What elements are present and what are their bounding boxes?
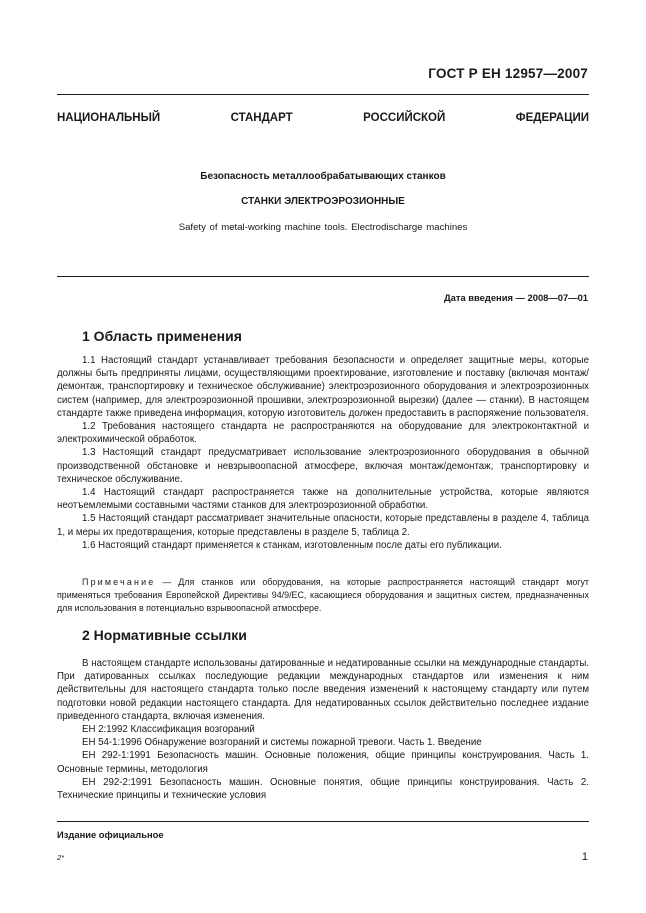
- top-rule: [57, 94, 589, 95]
- reference-item: ЕН 54-1:1996 Обнаружение возгораний и системы пожарной тревоги. Часть 1. Введение: [82, 737, 482, 749]
- reference-item: ЕН 292-1:1991 Безопасность машин. Основные положения, общие принципы конструирования. Часть 1. Основные термины, методология: [57, 750, 589, 775]
- official-edition-label: Издание официальное: [57, 829, 164, 840]
- section-1-note: [57, 576, 589, 616]
- note-text: — Для станков или оборудования, на которые распространяется настоящий стандарт могут применяться требования Европейской Директивы 94/9/ЕС, касающиеся оборудования и защитных систем, предназначенных для использования в потенциально взрывоопасной атмосфере.: [57, 577, 589, 614]
- paragraph-1-1: 1.1 Настоящий стандарт устанавливает требования безопасности и определяет защитные меры, которые должны быть предприняты лицами, осуществляющими проектирование, изготовление и поставку (включая монтаж/демонтаж, транспортировку и техническое обслуживание) электроэрозионного оборудования и электроэрозионных систем (например, для электроэрозионной прошивки, электроэрозионной вырезки) (далее — станки). В настоящем стандарте также приведена информация, которую изготовитель должен предоставить в распоряжение пользователя.: [57, 355, 589, 419]
- title-rule: [57, 276, 589, 277]
- paragraph-1-2: 1.2 Требования настоящего стандарта не распространяются на оборудование для электроконтактной и электрохимической обработок.: [57, 421, 589, 446]
- footer-rule: [57, 821, 589, 822]
- section-1-body: [57, 354, 589, 552]
- introduction-date: Дата введения — 2008—07—01: [443, 292, 588, 303]
- signature-mark: 2*: [57, 853, 65, 862]
- paragraph-1-3: 1.3 Настоящий стандарт предусматривает использование электроэрозионного оборудования в обычной производственной обстановке и невзрывоопасной атмосфере, включая монтаж/демонтаж, транспортировку и техническое обслуживание.: [57, 447, 589, 485]
- title-line-2: СТАНКИ ЭЛЕКТРОЭРОЗИОННЫЕ: [241, 196, 405, 207]
- note-label: Примечание: [82, 577, 156, 587]
- banner-word-2: СТАНДАРТ: [230, 112, 293, 124]
- section-1-heading: 1 Область применения: [82, 328, 242, 344]
- document-code: ГОСТ Р ЕН 12957—2007: [428, 66, 588, 81]
- banner-word-3: РОССИЙСКОЙ: [363, 112, 446, 124]
- national-standard-banner: [57, 112, 589, 124]
- section-2-body: [57, 657, 589, 802]
- title-line-1: Безопасность металлообрабатывающих станков: [200, 171, 446, 182]
- banner-word-4: ФЕДЕРАЦИИ: [515, 112, 590, 124]
- title-line-english: Safety of metal-working machine tools. Electrodischarge machines: [178, 222, 468, 233]
- reference-item: ЕН 2:1992 Классификация возгораний: [82, 724, 255, 736]
- paragraph-1-6: 1.6 Настоящий стандарт применяется к станкам, изготовленным после даты его публикации.: [82, 539, 502, 551]
- references-intro: В настоящем стандарте использованы датированные и недатированные ссылки на международные стандарты. При датированных ссылках последующие редакции международных стандартов или изменения к ним действительны для настоящего стандарта только после введения изменений к настоящему стандарту или путем подготовки новой редакции настоящего стандарта. Для недатированных ссылок действительно последнее издание приведенного стандарта, включая изменения.: [57, 658, 589, 722]
- section-2-heading: 2 Нормативные ссылки: [82, 627, 247, 643]
- paragraph-1-5: 1.5 Настоящий стандарт рассматривает значительные опасности, которые представлены в разделе 4, таблица 1, и меры их предотвращения, которые представлены в разделе 5, таблица 2.: [57, 513, 589, 538]
- banner-word-1: НАЦИОНАЛЬНЫЙ: [57, 112, 161, 124]
- paragraph-1-4: 1.4 Настоящий стандарт распространяется также на дополнительные устройства, которые являются неотъемлемыми составными частями станков для электроэрозионной обработки.: [57, 487, 589, 512]
- reference-item: ЕН 292-2:1991 Безопасность машин. Основные понятия, общие принципы конструирования. Часть 2. Технические принципы и технические условия: [57, 776, 589, 802]
- page-number: 1: [581, 851, 588, 863]
